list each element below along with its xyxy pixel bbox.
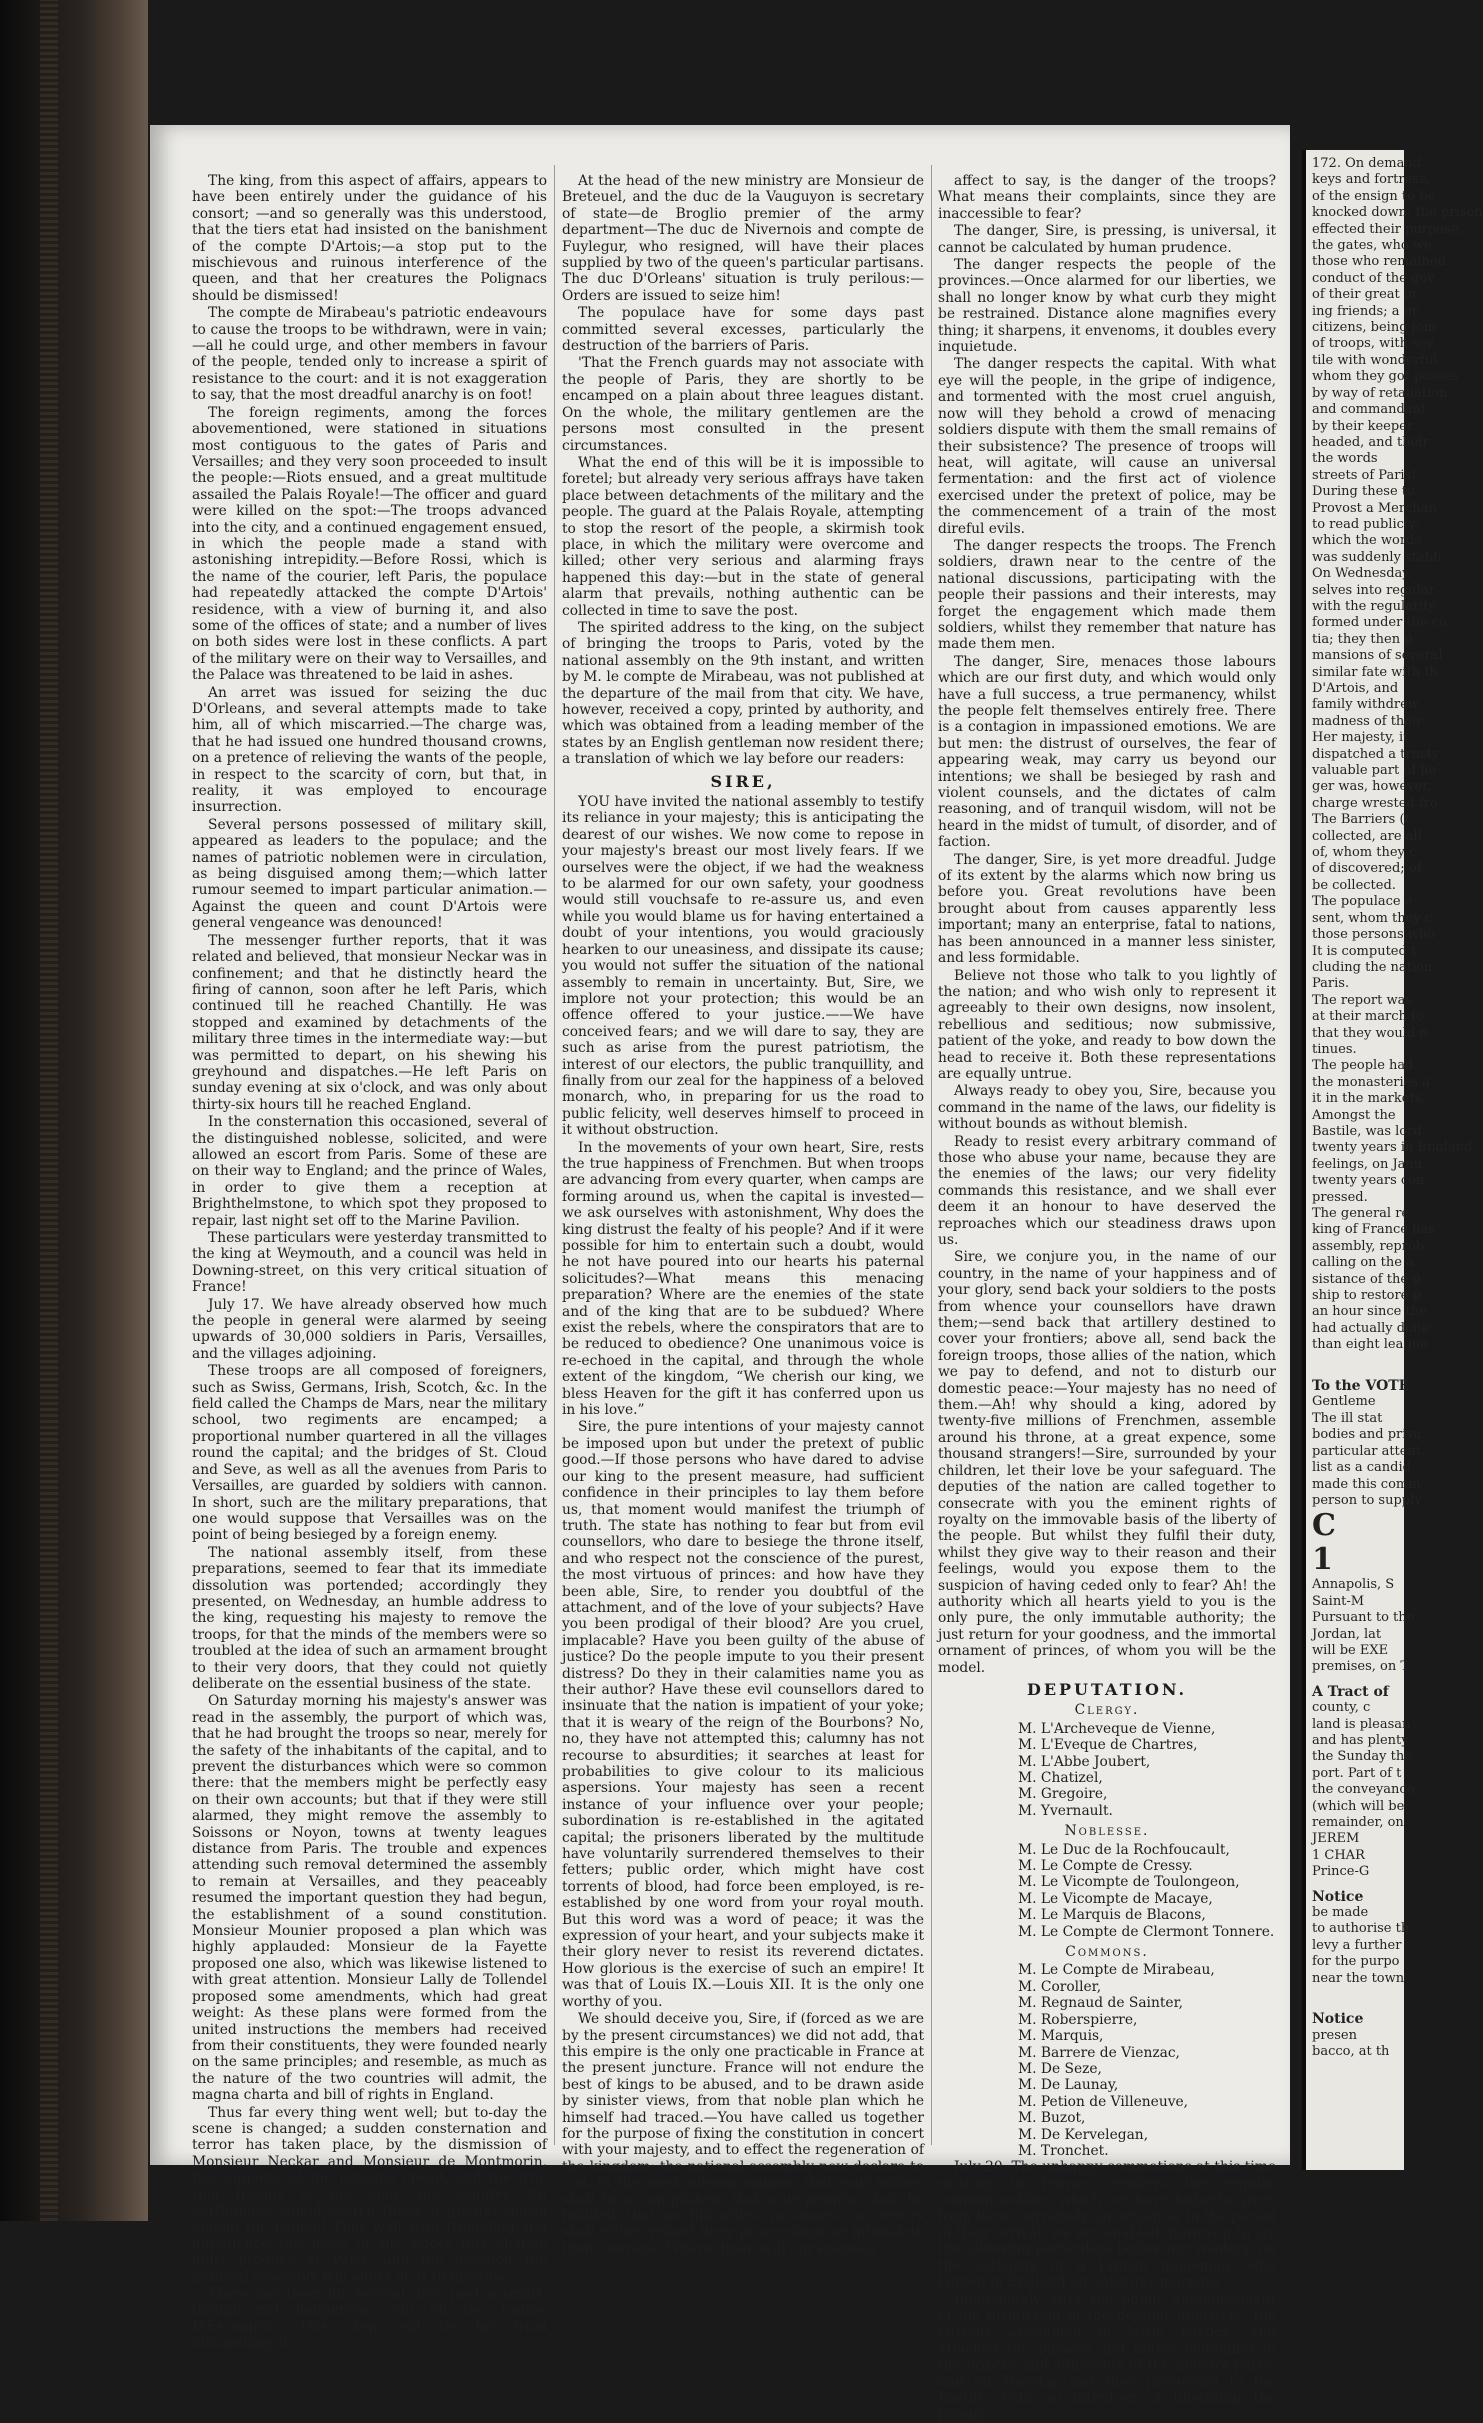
- facing-line: effected their purpose,: [1312, 221, 1463, 237]
- paragraph: In the consternation this occasioned, several of the distinguished noblesse, solicited, and were allowed an escort from Paris. Some of these are on their way to England; and the prince of Wales, in order to give them a reception at Brighthelmstone, to which spot they proposed to repair, last night set off to the Marine Pavilion.: [192, 1114, 547, 1229]
- middle-column: [562, 173, 924, 2257]
- paragraph: YOU have invited the national assembly to testify its reliance in your majesty; this is anticipating the dearest of our wishes. We now come to repose in your majesty's breast our most lively fears. If we ourselves were the object, if we had the weakness to be alarmed for our own safety, your goodness would still vouchsafe to re-assure us, and even while you would blame us for having entertained a doubt of your intentions, you would graciously hearken to our uneasiness, and dissipate its cause; you would not suffer the situation of the national assembly to remain in uncertainty. But, Sire, we implore not your protection; this would be an offence offered to your justice.——We have conceived fears; and we will dare to say, they are such as arise from the purest patriotism, the interest of our electors, the public tranquillity, and finally from our zeal for the happiness of a beloved monarch, who, in preparing for us the road to public felicity, well deserves himself to proceed in it without obstruction.: [562, 794, 924, 1139]
- deputy-name: M. Le Vicompte de Toulongeon,: [1018, 1874, 1240, 1891]
- facing-line: particular attent: [1312, 1443, 1422, 1459]
- facing-line: knocked down; the prison: [1312, 205, 1483, 221]
- deputy-name: M. Tronchet.: [1018, 2142, 1109, 2159]
- paragraph: The populace have for some days past committed several excesses, particularly the destruction of the barriers of Paris.: [562, 305, 924, 355]
- left-column: [192, 173, 547, 2352]
- facing-line: whom they got posses: [1312, 369, 1458, 385]
- deputy-name: M. L'Archeveque de Vienne,: [1018, 1720, 1216, 1737]
- paragraph: The danger respects the capital. With what eye will the people, in the gripe of indigence, and tormented with the most cruel anguish, now will they behold a crowd of menacing soldiers dispute with them the small remains of their subsistence? The presence of troops will heat, will agitate, will cause an universal fermentation: and the first act of violence exercised under the pretext of police, may be the commencement of a train of the most direful evils.: [938, 356, 1276, 537]
- facing-line: that they would n: [1312, 1025, 1428, 1041]
- paragraph: The danger, Sire, is yet more dreadful. Judge of its extent by the alarms which now bring us before you. Great revolutions have been brought about from causes apparently less important; many an enterprise, fatal to nations, has been announced in a manner less sinister, and less formidable.: [938, 851, 1276, 967]
- deputy-name: M. De Kervelegan,: [1018, 2126, 1149, 2143]
- facing-line: to read publicly;: [1312, 516, 1420, 532]
- column-rule: [931, 165, 932, 2145]
- facing-line: than eight league: [1312, 1337, 1428, 1353]
- paragraph: 'That the French guards may not associate with the people of Paris, they are shortly to be encamped on a plain about three leagues distant. On the whole, the military gentlemen are the persons most consulted in the present circumstances.: [562, 355, 924, 454]
- facing-line: JEREM: [1312, 1831, 1360, 1847]
- facing-line: collected, are all: [1312, 828, 1422, 844]
- paragraph: At the head of the new ministry are Monsieur de Breteuel, and the duc de la Vauguyon is secretary of state—de Broglio premier of the army department—The duc de Nivernois and compte de Fuylegur, who resigned, will have their places supplied by two of the queen's particular partisans. The duc D'Orleans' situation is truly perilous:—Orders are issued to seize him!: [562, 173, 924, 304]
- address-salutation: SIRE,: [710, 771, 776, 791]
- facing-line: tinues.: [1312, 1041, 1357, 1057]
- facing-line: feelings, on Janu: [1312, 1156, 1423, 1172]
- paragraph: July 20. The unhappy commotions at this time existing in France, renders the regular communications which we have hitherto given from Paris, extremely uncertain as to the period of their arrival; we are enabled, however, to lay the following particulars before our readers, on the authority of a French nobleman, who landed in England on Saturday morning.: [938, 2159, 1276, 2291]
- deputy-name: M. Le Compte de Cressy.: [1018, 1858, 1193, 1875]
- facing-line: Notice: [1312, 2011, 1364, 2028]
- facing-line: formed under the co: [1312, 615, 1447, 631]
- facing-line: the monasteries a: [1312, 1074, 1430, 1090]
- facing-line: 1 CHAR: [1312, 1847, 1365, 1863]
- facing-line: near the town: [1312, 1970, 1405, 1986]
- facing-line: The report was: [1312, 992, 1413, 1008]
- paragraph: We should deceive you, Sire, if (forced as we are by the present circumstances) we did not add, that this empire is the only one practicable in France at the present juncture. France will not endure the best of kings to be abused, and to be drawn aside by sinister views, from that noble plan which he himself had traced.—You have called us together for the purpose of fixing the constitution in concert with your majesty, and to effect the regeneration of the kingdom: the national assembly now declare to you, in the most solemn manner, that your wishes shall be accomplished, that your promise shall be fulfilled; that no difficulties, no snares, no terrors shall either retard their proceedings or intimidate their courage. Where, then, will our enemies: [562, 2011, 924, 2257]
- facing-line: for the purpo: [1312, 1954, 1400, 1970]
- deputy-name: M. Le Vicompte de Macaye,: [1018, 1890, 1213, 1907]
- facing-line: To the VOTE: [1312, 1378, 1410, 1395]
- facing-line: ger was, however,: [1312, 779, 1432, 795]
- paragraph: The king, from this aspect of affairs, appears to have been entirely under the guidance of his consort; —and so generally was this understood, that the tiers etat had insisted on the banishment of the compte D'Artois;—a stop put to the mischievous and ruinous interference of the queen, and that her creatures the Polignacs should be dismissed!: [192, 173, 547, 304]
- facing-line: calling on the a: [1312, 1255, 1414, 1271]
- facing-line: presen: [1312, 2027, 1357, 2043]
- spine-texture: [40, 0, 58, 2221]
- paragraph: Always ready to obey you, Sire, because you command in the name of the laws, our fidelity is without bounds as without blemish.: [938, 1083, 1276, 1133]
- deputy-name: M. Le Compte de Mirabeau,: [1018, 1962, 1215, 1979]
- facing-line: [1312, 1987, 1472, 2003]
- facing-line: cluding the nation: [1312, 959, 1433, 975]
- paragraph: Immediately after the public announcement of the dismission of the popular ministers, the citizens assembled in large parties, and attacked the palaces and hotels belonging to the princes and adherents of the queen's party; and on Tuesday last they proceeded to the Bastile, with an intention of liberating the prison-: [938, 2291, 1276, 2423]
- deputy-name: M. Chatizel,: [1018, 1770, 1103, 1786]
- paragraph: In the movements of your own heart, Sire, rests the true happiness of Frenchmen. But when troops are advancing from every quarter, when camps are forming around us, when the capital is invested—we ask ourselves with astonishment, Why does the king distrust the fealty of his people? And if it were possible for him to entertain such a doubt, would he not have poured into our hearts his paternal solicitudes?—What means this menacing preparation? Where are the enemies of the state and of the king that are to be subdued? Where exist the rebels, where the conspirators that are to be reduced to obedience? One unanimous voice is re-echoed in the capital, and through the whole extent of the kingdom, “We cherish our king, we bless Heaven for the gift it has conferred upon us in his love.”: [562, 1139, 924, 1419]
- facing-line: twenty years con: [1312, 1173, 1425, 1189]
- facing-line: ship to restore p: [1312, 1288, 1421, 1304]
- facing-line: On Wednesday,: [1312, 566, 1413, 582]
- facing-line: and has plenty: [1312, 1732, 1409, 1748]
- deputy-name: M. Gregoire,: [1018, 1786, 1108, 1803]
- facing-line: the gates, who we: [1312, 238, 1432, 254]
- facing-line: Provost a Merchan: [1312, 500, 1437, 516]
- paragraph: What the end of this will be it is impossible to foretel; but already very serious affrays have taken place between detachments of the military and the people. The guard at the Palais Royale, attempting to stop the resort of the people, a skirmish took place, in which the military were overcome and killed; other very serious and alarming frays happened this day:—but in the state of general alarm that prevails, nothing authentic can be collected in time to save the post.: [562, 454, 924, 619]
- facing-line: at their march fo: [1312, 1009, 1424, 1025]
- facing-line: of their great in: [1312, 287, 1417, 303]
- right-column: [938, 173, 1276, 2423]
- facing-line: The populace e: [1312, 894, 1413, 910]
- deputy-name: M. Barrere de Vienzac,: [1018, 2044, 1180, 2061]
- facing-line: Gentleme: [1312, 1394, 1376, 1410]
- paragraph: The danger, Sire, is pressing, is universal, it cannot be calculated by human prudence.: [938, 223, 1276, 256]
- facing-line: sistance of the p: [1312, 1271, 1421, 1287]
- facing-line: Notice: [1312, 1888, 1364, 1905]
- paragraph: The compte de Mirabeau's patriotic endeavours to cause the troops to be withdrawn, were in vain;—all he could urge, and other members in favour of the people, tended only to increase a spirit of resistance to the court: and it is not exaggeration to say, that the most dreadful anarchy is on foot!: [192, 305, 547, 404]
- facing-line: Bastile, was lord: [1312, 1123, 1422, 1139]
- facing-line: remainder, on: [1312, 1815, 1404, 1830]
- facing-line: pressed.: [1312, 1189, 1368, 1205]
- facing-line: and commandant: [1312, 402, 1427, 418]
- facing-line: of discovered; of: [1312, 861, 1422, 877]
- paragraph: The danger respects the people of the provinces.—Once alarmed for our liberties, we shall no longer know by what curb they might be restrained. Distance alone magnifies every thing; it sharpens, it envenoms, it doubles every inquietude.: [938, 257, 1276, 356]
- facing-line: mansions of several: [1312, 648, 1443, 664]
- facing-page-edge: [1302, 150, 1483, 2170]
- facing-line: C: [1312, 1508, 1336, 1544]
- facing-line: with the regularity: [1312, 598, 1436, 614]
- facing-line: Annapolis, S: [1312, 1577, 1395, 1593]
- deputy-name: M. Yvernault.: [1018, 1802, 1113, 1819]
- deputy-name: M. Coroller,: [1018, 1978, 1102, 1995]
- paragraph: Sire, the pure intentions of your majesty cannot be imposed upon but under the pretext of public good.—If those persons who have dared to advise our king to the present measure, had sufficient confidence in their principles to lay them before us, that moment would manifest the triumph of truth. The state has nothing to fear but from evil counsellors, who dare to besiege the throne itself, and who respect not the conscience of the purest, the most virtuous of princes: and how have they been able, Sire, to render you doubtful of the attachment, and of the love of your subjects? Have you been prodigal of their blood? Are you cruel, implacable? Have you been guilty of the abuse of justice? Do the people impute to you their present distress? Do they in their calamities name you as their author? Have these evil counsellors dared to insinuate that the nation is impatient of your yoke; that it is weary of the reign of the Bourbons? No, no, they have not attempted this; calumny has not recourse to absurdities; it searches at least for probabilities to give colour to its malicious aspersions. Your majesty has seen a recent instance of your influence over your people; subordination is re-established in the agitated capital; the prisoners liberated by the multitude have voluntarily surrendered themselves to their fetters; public order, which might have cost torrents of blood, had force been employed, is re-established by one word from your royal mouth. But this word was a word of peace; it was the expression of your heart, and your subjects make it their glory never to resist its reverend dictates. How glorious is the exercise of such an empire! It was that of Louis IX.—Louis XII. It is the only one worthy of you.: [562, 1419, 924, 2010]
- facing-line: The people had: [1312, 1058, 1414, 1074]
- facing-line: port. Part of t: [1312, 1765, 1402, 1781]
- facing-line: Her majesty, it: [1312, 730, 1409, 746]
- facing-line: list as a candid: [1312, 1460, 1411, 1476]
- facing-line: valuable part of he: [1312, 763, 1437, 779]
- column-rule: [554, 165, 555, 2145]
- facing-line: bodies and priva: [1312, 1427, 1422, 1443]
- deputation-heading: DEPUTATION.: [1026, 1679, 1188, 1699]
- facing-line: citizens, being join: [1312, 320, 1437, 336]
- deputy-name: M. Le Duc de la Rochfoucault,: [1018, 1841, 1230, 1858]
- commons-heading: Commons.: [1065, 1944, 1149, 1961]
- facing-line: Amongst the: [1312, 1107, 1396, 1123]
- facing-line: by way of retaliation: [1312, 385, 1448, 401]
- facing-line: [1312, 1354, 1472, 1370]
- paragraph: Thus far every thing went well; but to-day the scene is changed; a sudden consternation and terror has taken place, by the dismission of Monsieur Neckar and Monsieur de Montmorin, the supports of the national credit, and the true real friends of the king and country. An earthquake would scarce throw a greater alarm among the people! They wait with trembling and impatience the news of the effect this change must produce at Paris, and the decision the national assembly will adopt on it to-morrow.: [192, 2104, 547, 2285]
- paragraph: Ready to resist every arbitrary command of those who abuse your name, because they are the enemies of the laws; our very fidelity commands this resistance, and we shall ever deem it an honour to have deserved the reproaches which our steadiness draws upon us.: [938, 1133, 1276, 1248]
- facing-line: similar fate with th: [1312, 664, 1438, 680]
- facing-line: madness of their: [1312, 713, 1423, 729]
- facing-line: ing friends; a gr: [1312, 303, 1419, 319]
- facing-line: selves into regular: [1312, 582, 1435, 598]
- deputy-name: M. L'Eveque de Chartres,: [1018, 1737, 1198, 1754]
- deputy-name: M. Petion de Villeneuve,: [1018, 2093, 1189, 2110]
- facing-line: tile with wonderful: [1312, 352, 1438, 368]
- paragraph: The danger, Sire, menaces those labours which are our first duty, and which would only have a full success, a true permanency, whilst the people felt themselves entirely free. There is a contagion in impassioned emotions. We are but men: the distrust of ourselves, the fear of appearing weak, may carry us beyond our intentions; we shall be besieged by rash and violent counsels, and the dictates of calm reasoning, and of tranquil wisdom, will not be heard in the midst of tumult, of disorder, and of faction.: [938, 653, 1276, 851]
- paragraph: affect to say, is the danger of the troops? What means their complaints, since they are inaccessible to fear?: [938, 173, 1276, 222]
- facing-line: The general re: [1312, 1206, 1410, 1221]
- facing-line: was suddenly stabb: [1312, 549, 1442, 565]
- facing-line: had actually done: [1312, 1320, 1429, 1336]
- paragraph: On Saturday morning his majesty's answer was read in the assembly, the purport of which was, that he had brought the troops so near, merely for the safety of the inhabitants of the capital, and to prevent the disturbances which were so common there: that the members might be perfectly easy on their own accounts; but that if they were still alarmed, they might remove the assembly to Soissons or Noyon, towns at twenty leagues distance from Paris. The trouble and expences attending such removal determined the assembly to remain at Versailles, and they peaceably resumed the important question they had begun, the establishment of a sound constitution. Monsieur Mounier proposed a plan which was highly applauded: Monsieur de la Fayette proposed one also, which was likewise listened to with great attention. Monsieur Lally de Tollendel proposed some amendments, which had great weight: As these plans were formed from the united instructions the members had received from their constituents, they were founded nearly on the same principles; and resemble, as much as the nature of the two countries will admit, the magna charta and bill of rights in England.: [192, 1693, 547, 2104]
- facing-line: It is computed t: [1312, 943, 1417, 959]
- facing-line: be made: [1312, 1905, 1369, 1921]
- facing-line: charge wrested fro: [1312, 795, 1438, 811]
- deputy-name: M. Le Compte de Clermont Tonnere.: [1018, 1923, 1275, 1940]
- facing-line: A Tract of: [1312, 1683, 1389, 1700]
- deputy-name: M. Le Marquis de Blacons,: [1018, 1907, 1206, 1924]
- paragraph: These troops are all composed of foreigners, such as Swiss, Germans, Irish, Scotch, &c. In the field called the Champs de Mars, near the military school, two regiments are encamped; a proportional number quartered in all the villages round the capital; and the bridges of St. Cloud and Seve, as well as all the avenues from Paris to Versailles, are guarded by soldiers with cannon. In short, such are the military preparations, that one would suppose that Versailles was on the point of being besieged by a foreign enemy.: [192, 1363, 547, 1544]
- facing-line: made this comm: [1312, 1476, 1421, 1492]
- clergy-heading: Clergy.: [1074, 1702, 1140, 1719]
- facing-line: (which will be: [1312, 1798, 1405, 1814]
- facing-line: be collected.: [1312, 877, 1396, 893]
- facing-line: those persons who: [1312, 927, 1436, 943]
- facing-line: During these tu: [1312, 484, 1416, 500]
- paragraph: The danger respects the troops. The French soldiers, drawn near to the centre of the national discussions, participating with the people their passions and their interests, may forget the engagement which made them soldiers, whilst they remember that nature has made them men.: [938, 537, 1276, 653]
- paragraph: July 17. We have already observed how much the people in general were alarmed by seeing upwards of 30,000 soldiers in Paris, Versailles, and the villages adjoining.: [192, 1296, 547, 1362]
- paragraph: These particulars were yesterday transmitted to the king at Weymouth, and a council was held in Downing-street, on this very critical situation of France!: [192, 1230, 547, 1296]
- facing-line: will be EXE: [1312, 1642, 1389, 1658]
- facing-line: the words: [1312, 451, 1378, 467]
- facing-line: The Barriers (t: [1312, 812, 1410, 828]
- newspaper-page: [150, 125, 1290, 2423]
- paragraph: The national assembly itself, from these preparations, seemed to fear that its immediate dissolution was portended; accordingly they presented, on Wednesday, an humble address to the king, requesting his majesty to remove the troops, for that the minds of the members were so troubled at the idea of such an armament brought to their very doors, that they could not quietly deliberate on the essential business of the state.: [192, 1544, 547, 1692]
- facing-line: The ill stat: [1312, 1410, 1383, 1426]
- facing-line: an hour since the: [1312, 1304, 1427, 1320]
- facing-line: assembly, reprob: [1312, 1238, 1425, 1254]
- facing-line: the conveyance: [1312, 1782, 1415, 1798]
- paragraph: The foreign regiments, among the forces abovementioned, were stationed in situations most contiguous to the gates of Paris and Versailles; and they very soon proceeded to insult the people:—Riots ensued, and a great multitude assailed the Palais Royale!—The officer and guard were killed on the spot:—The troops advanced into the city, and a continued engagement ensued, in which the people made a stand with astonishing intrepidity.—Before Rossi, which is the name of the courier, left Paris, the populace had repeatedly attacked the compte D'Artois' residence, with a view of burning it, and also some of the offices of state; and a number of lives on both sides were lost in these conflicts. A part of the military were on their way to Versailles, and the Palace was threatened to be laid in ashes.: [192, 404, 547, 684]
- facing-line: family withdrew: [1312, 697, 1419, 713]
- facing-line: Jordan, lat: [1312, 1626, 1382, 1642]
- facing-line: to authorise th: [1312, 1921, 1410, 1937]
- paragraph: Sire, we conjure you, in the name of our country, in the name of your happiness and of your glory, send back your soldiers to the posts from whence your counsellors have drawn them;—send back that artillery destined to cover your frontiers; above all, send back the foreign troops, those allies of the nation, which we pay to defend, and not to disturb our domestic peace:—Your majesty has no need of them.—Ah! why should a king, adored by twenty-five millions of Frenchmen, assemble around his throne, at a great expence, some thousand strangers!—Sire, surrounded by your children, let their love be your safeguard. The deputies of the nation are called together to consecrate with you the eminent rights of royalty on the immovable basis of the liberty of the people. But whilst they fulfil their duty, whilst they give way to their reason and their feelings, would you expose them to the suspicion of having ceded only to fear? Ah! the authority which all hearts yield to you is the only pure, the only immutable authority; the just return for your goodness, and the immortal ornament of princes, of whom you will be the model.: [938, 1249, 1276, 1676]
- facing-line: of troops, with sev: [1312, 336, 1434, 352]
- facing-line: twenty years in England: [1312, 1140, 1473, 1156]
- facing-line: king of France has: [1312, 1222, 1435, 1238]
- paragraph: The messenger further reports, that it was related and believed, that monsieur Neckar was in confinement; and that he distinctly heard the firing of cannon, soon after he left Paris, which continued till he reached Chantilly. He was stopped and examined by detachments of the military three times in the intermediate way:—but was permitted to depart, on his shewing his greyhound and dispatches.—He left Paris on sunday evening at six o'clock, and was only about thirty-six hours till he reached England.: [192, 932, 547, 1113]
- facing-line: streets of Paris!: [1312, 467, 1417, 483]
- facing-line: premises, on T: [1312, 1659, 1410, 1675]
- facing-line: headed, and their: [1312, 434, 1429, 450]
- deputy-name: M. De Seze,: [1018, 2060, 1102, 2077]
- facing-line: which the words: [1312, 533, 1422, 549]
- paragraph: There has been for several days past a smart, though not dangerous, run on the Caisse D'Escompte. This step will be far from diminishing it.: [192, 2286, 547, 2352]
- facing-line: county, c: [1312, 1700, 1371, 1716]
- facing-line: Saint-M: [1312, 1593, 1365, 1609]
- facing-line: conduct of the gov: [1312, 270, 1435, 286]
- facing-line: land is pleasan: [1312, 1716, 1411, 1732]
- deputy-name: M. Regnaud de Sainter,: [1018, 1995, 1184, 2012]
- facing-line: person to supply: [1312, 1492, 1422, 1508]
- facing-line: dispatched a trusty: [1312, 746, 1440, 762]
- paragraph: An arret was issued for seizing the duc D'Orleans, and several attempts made to take him, all of which miscarried.—The charge was, that he had issued one hundred thousand crowns, on a pretence of relieving the wants of the people, in respect to the scarcity of corn, but that, in reality, it was employed to encourage insurrection.: [192, 684, 547, 816]
- deputy-name: M. Roberspierre,: [1018, 2011, 1138, 2028]
- facing-line: it in the markets,: [1312, 1091, 1426, 1107]
- deputy-name: M. Buzot,: [1018, 2110, 1086, 2127]
- facing-line: levy a further: [1312, 1937, 1402, 1953]
- facing-line: bacco, at th: [1312, 2044, 1390, 2060]
- facing-line: 172. On demand: [1312, 156, 1422, 171]
- facing-line: sent, whom they c: [1312, 910, 1433, 926]
- facing-line: Pursuant to the: [1312, 1610, 1415, 1626]
- book-spine: [0, 0, 148, 2221]
- facing-line: of the ensign to be: [1312, 188, 1436, 204]
- paragraph: Several persons possessed of military skill, appeared as leaders to the populace; and the names of patriotic noblemen were in circulation, as being disguised among them;—which latter rumour seemed to impart particular animation.—Against the queen and count D'Artois were general vengeance was denounced!: [192, 816, 547, 932]
- deputy-name: M. Marquis,: [1018, 2028, 1104, 2045]
- facing-line: tia; they then p: [1312, 631, 1413, 647]
- paragraph: Believe not those who talk to you lightly of the nation; and who wish only to represent it agreeably to their own designs, now insolent, rebellious and seditious; now submissive, patient of the yoke, and ready to bow down the head to receive it. Both these representations are equally untrue.: [938, 967, 1276, 1082]
- facing-line: keys and fortress,: [1312, 172, 1430, 188]
- facing-line: those who remained: [1312, 254, 1446, 270]
- facing-line: the Sunday the: [1312, 1749, 1412, 1765]
- facing-line: 1: [1312, 1542, 1333, 1578]
- deputy-name: M. De Launay,: [1018, 2077, 1119, 2094]
- facing-line: by their keeper: [1312, 418, 1414, 434]
- facing-line: Paris.: [1312, 976, 1350, 992]
- facing-line: D'Artois, and: [1312, 681, 1399, 696]
- noblesse-heading: Noblesse.: [1064, 1823, 1150, 1840]
- facing-line: of, whom they c: [1312, 845, 1417, 861]
- facing-line: Prince-G: [1312, 1864, 1370, 1880]
- paragraph: The spirited address to the king, on the subject of bringing the troops to Paris, voted by the national assembly on the 9th instant, and written by M. le compte de Mirabeau, was not published at the departure of the mail from that city. We have, however, received a copy, printed by authority, and which was obtained from a leading member of the states by an English gentleman now resident there; a translation of which we lay before our readers:: [562, 619, 924, 768]
- deputy-name: M. L'Abbe Joubert,: [1018, 1753, 1151, 1770]
